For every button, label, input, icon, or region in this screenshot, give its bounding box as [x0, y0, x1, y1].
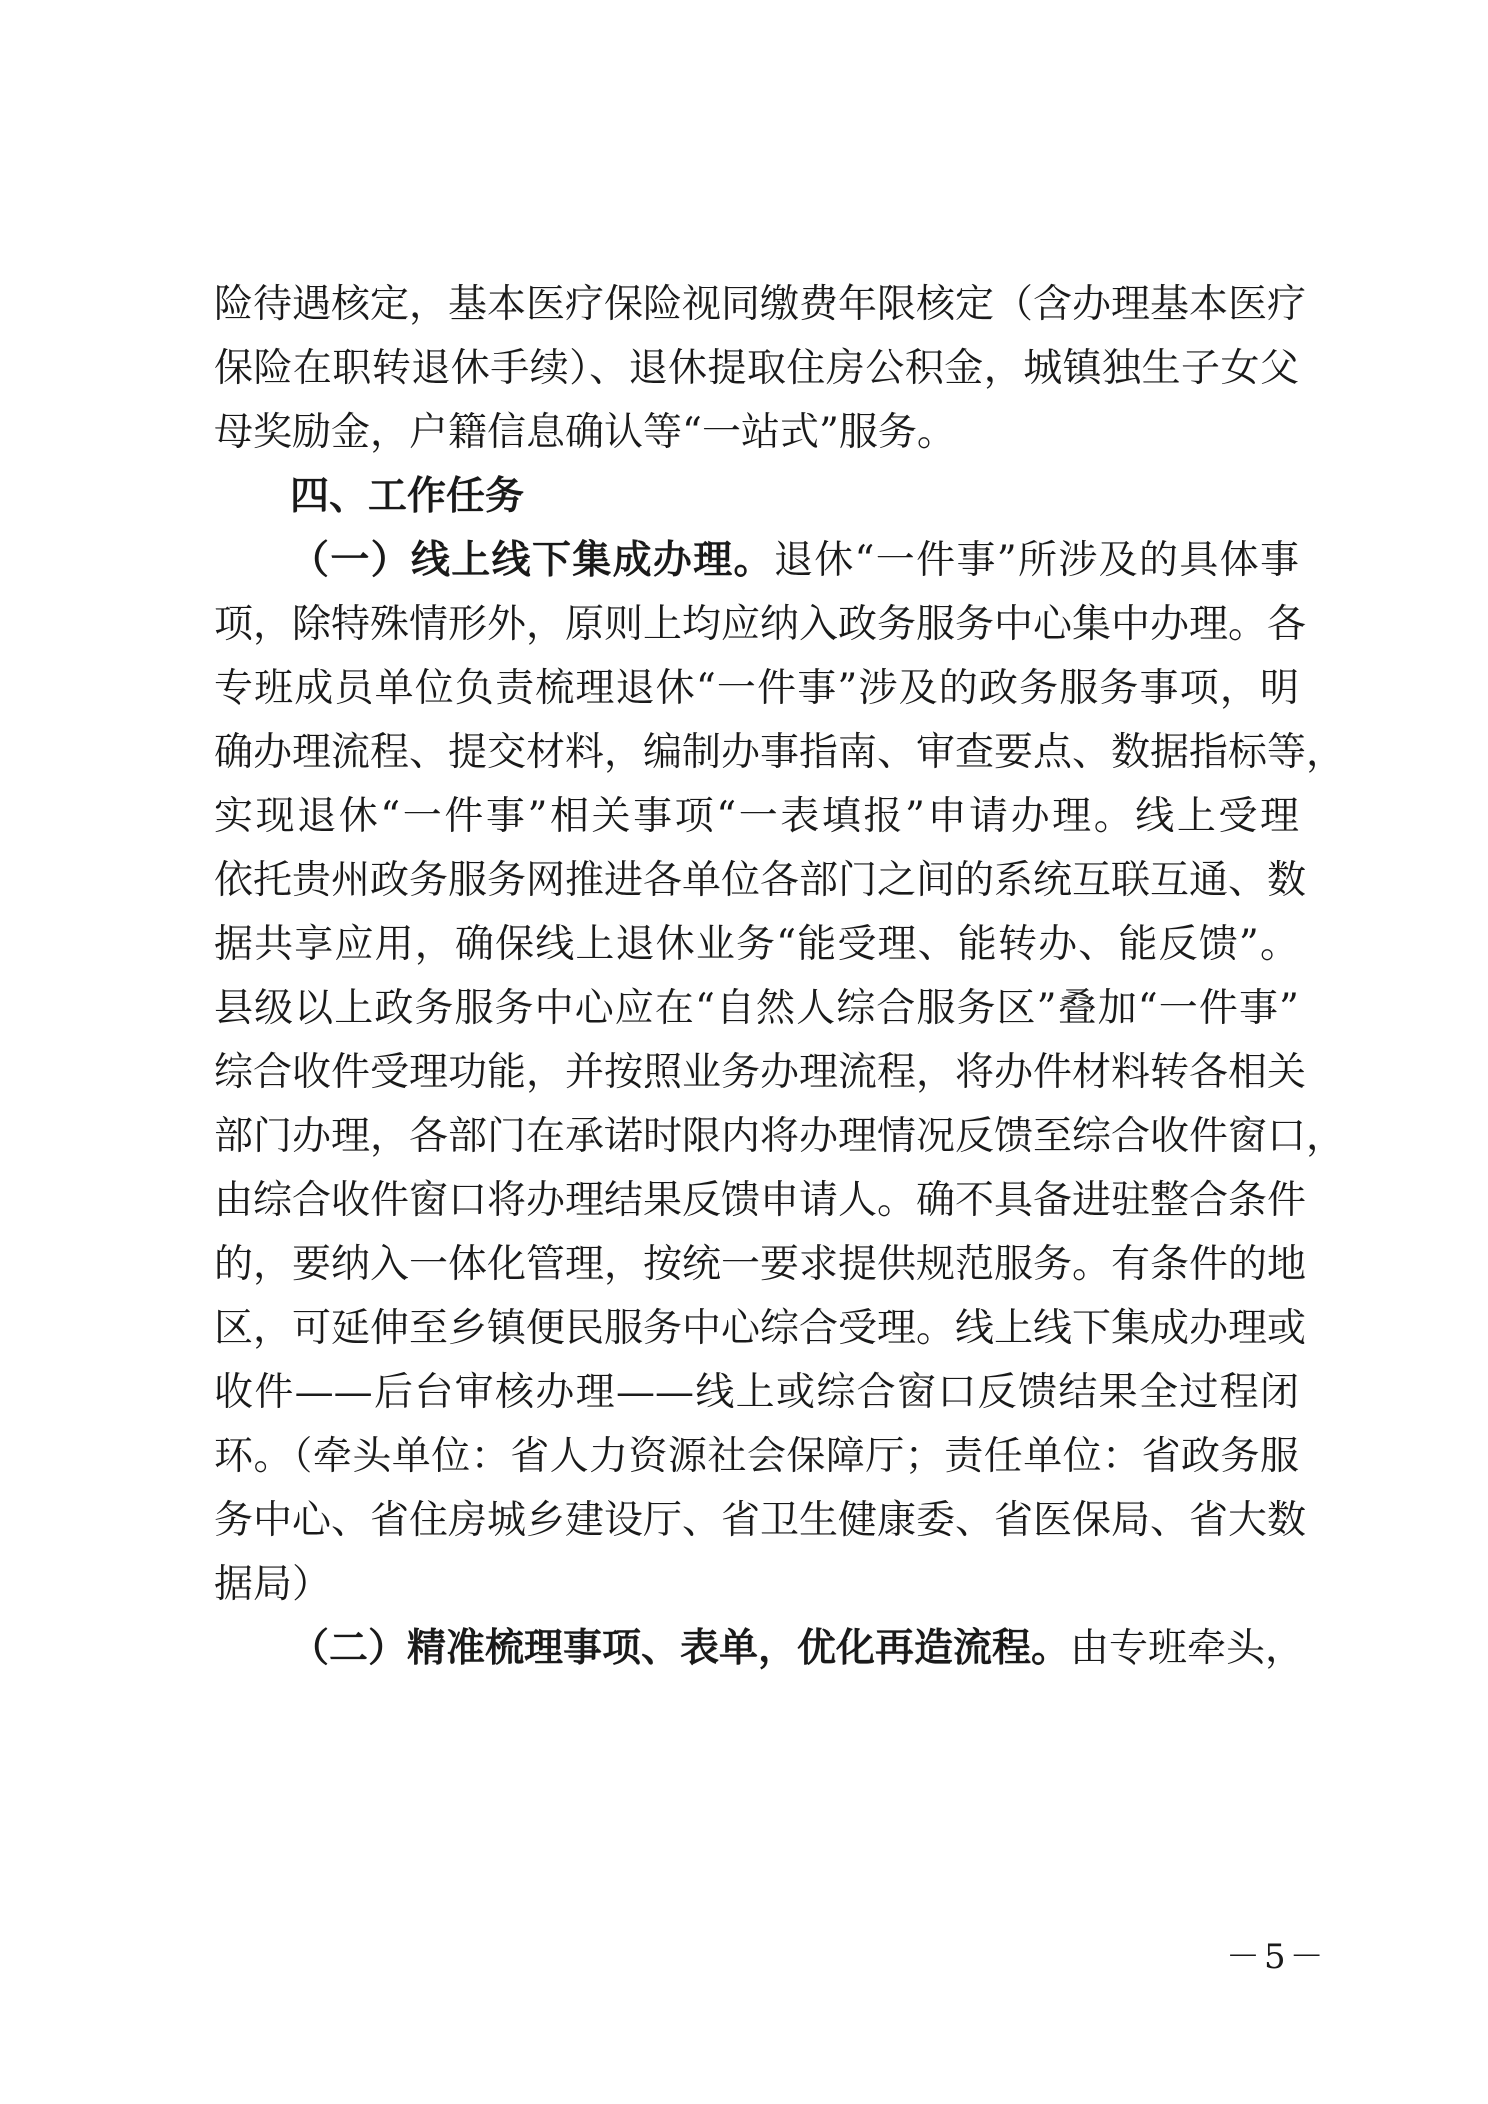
paragraph-line: 部门办理，各部门在承诺时限内将办理情况反馈至综合收件窗口，	[214, 1114, 1346, 1159]
paragraph-line: 务中心、省住房城乡建设厅、省卫生健康委、省医保局、省大数	[214, 1498, 1307, 1543]
item-2-title: （二）精准梳理事项、表单，优化再造流程。	[290, 1626, 1071, 1671]
paragraph-line: 县级以上政务服务中心应在“自然人综合服务区”叠加“一件事”	[214, 986, 1299, 1031]
paragraph-line: 实现退休“一件事”相关事项“一表填报”申请办理。线上受理	[214, 794, 1299, 839]
paragraph-line: 据共享应用，确保线上退休业务“能受理、能转办、能反馈”。	[214, 922, 1299, 967]
item-2-text: 由专班牵头，	[1070, 1626, 1305, 1671]
paragraph-line: 确办理流程、提交材料，编制办事指南、审查要点、数据指标等，	[214, 730, 1346, 775]
paragraph-line: 据局）	[214, 1562, 332, 1607]
paragraph-line: 项，除特殊情形外，原则上均应纳入政务服务中心集中办理。各	[214, 602, 1307, 647]
paragraph-line: 区，可延伸至乡镇便民服务中心综合受理。线上线下集成办理或	[214, 1306, 1307, 1351]
paragraph-line: 保险在职转退休手续）、退休提取住房公积金，城镇独生子女父	[214, 346, 1299, 391]
paragraph-line: 母奖励金，户籍信息确认等“一站式”服务。	[214, 410, 956, 455]
paragraph-line: 由综合收件窗口将办理结果反馈申请人。确不具备进驻整合条件	[214, 1178, 1307, 1223]
item-1-title: （一）线上线下集成办理。	[290, 538, 774, 583]
paragraph-line: 专班成员单位负责梳理退休“一件事”涉及的政务服务事项，明	[214, 666, 1299, 711]
section-heading: 四、工作任务	[290, 474, 525, 519]
page-number: －5－	[1226, 1937, 1328, 1977]
paragraph-line: 的，要纳入一体化管理，按统一要求提供规范服务。有条件的地	[214, 1242, 1307, 1287]
paragraph-line: 依托贵州政务服务网推进各单位各部门之间的系统互联互通、数	[214, 858, 1307, 903]
item-1-first-line	[290, 529, 1299, 593]
paragraph-line: 综合收件受理功能，并按照业务办理流程，将办件材料转各相关	[214, 1050, 1307, 1095]
paragraph-line: 收件——后台审核办理——线上或综合窗口反馈结果全过程闭	[214, 1370, 1299, 1415]
paragraph-line: 环。（牵头单位：省人力资源社会保障厅；责任单位：省政务服	[214, 1434, 1299, 1479]
paragraph-line: 险待遇核定，基本医疗保险视同缴费年限核定（含办理基本医疗	[214, 282, 1307, 327]
item-1-text: 退休“一件事”所涉及的具体事	[773, 538, 1299, 583]
item-2-first-line	[290, 1617, 1305, 1681]
